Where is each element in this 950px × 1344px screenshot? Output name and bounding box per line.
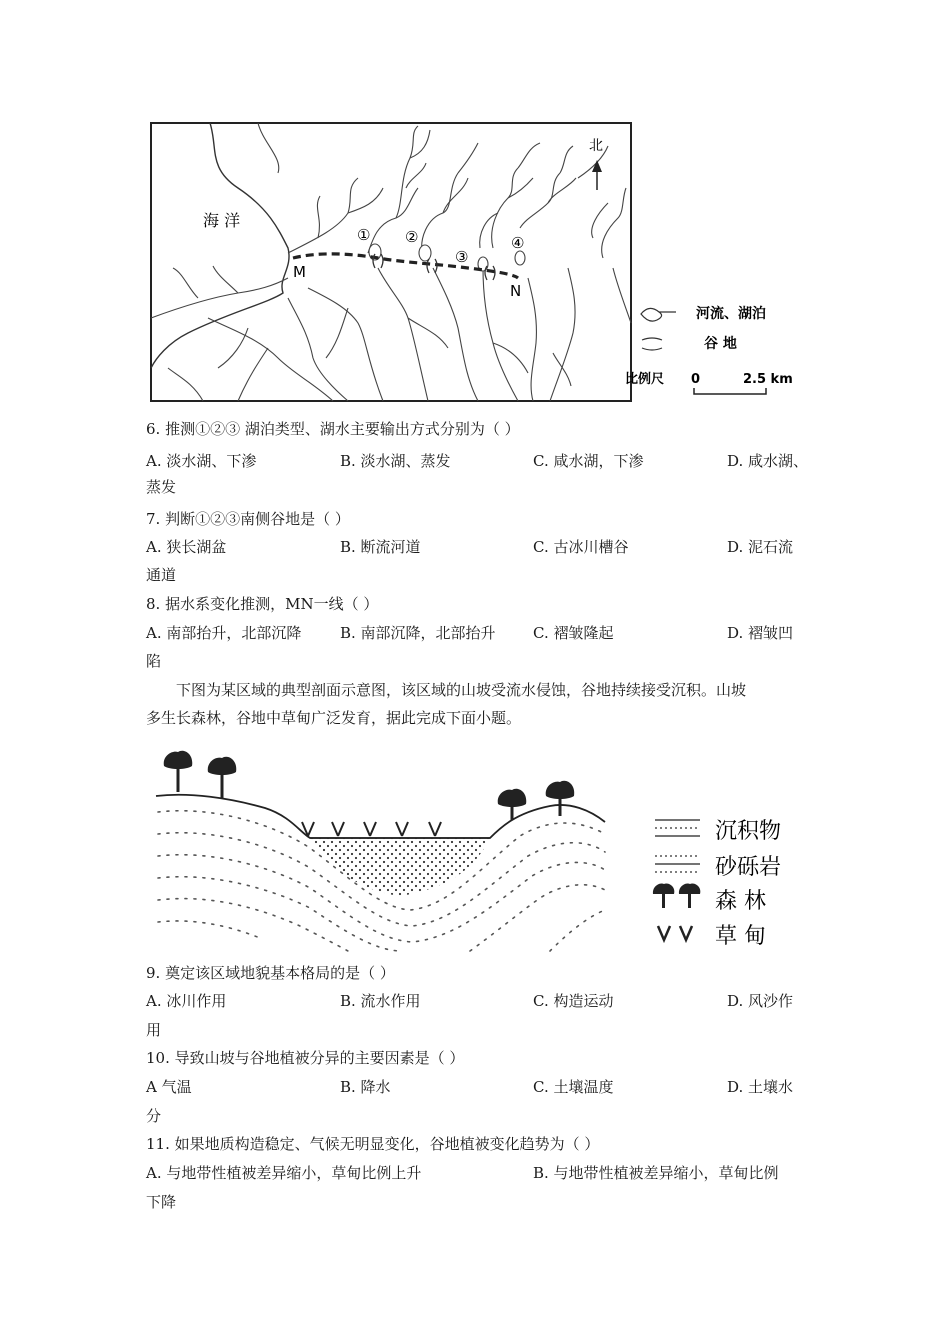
q9-option-d-wrap: 用	[146, 1021, 162, 1039]
q9-option-c[interactable]: C. 构造运动	[533, 992, 614, 1010]
legend-meadow-icon	[658, 926, 692, 940]
q11-option-b[interactable]: B. 与地带性植被差异缩小，草甸比例	[533, 1164, 779, 1182]
q6-stem: 6. 推测①②③ 湖泊类型、湖水主要输出方式分别为（ ）	[146, 420, 520, 438]
forest-trees	[164, 751, 575, 820]
q8-option-a[interactable]: A. 南部抬升，北部沉降	[146, 624, 302, 642]
legend-forest-icon	[653, 883, 700, 908]
point-n-label: N	[510, 282, 522, 300]
lake-2-outline	[419, 245, 431, 261]
q7-option-c[interactable]: C. 古冰川槽谷	[533, 538, 629, 556]
legend-river-label: 河流、湖泊	[696, 306, 766, 322]
q7-option-b[interactable]: B. 断流河道	[340, 538, 421, 556]
q8-stem: 8. 据水系变化推测，MN一线（ ）	[146, 595, 379, 613]
meadow-grass	[302, 822, 441, 836]
scale-label: 比例尺	[625, 372, 665, 387]
q11-option-b-wrap: 下降	[146, 1193, 177, 1211]
north-label: 北	[589, 138, 603, 154]
intro-line-2: 多生长森林，谷地中草甸广泛发育，据此完成下面小题。	[146, 709, 522, 727]
q8-option-b[interactable]: B. 南部沉降，北部抬升	[340, 624, 496, 642]
q6-option-b[interactable]: B. 淡水湖、蒸发	[340, 452, 451, 470]
q6-option-d-wrap: 蒸发	[146, 478, 177, 496]
scale-value: 2.5 km	[743, 372, 793, 387]
point-m-label: M	[293, 263, 306, 281]
q7-option-d-wrap: 通道	[146, 566, 177, 584]
q10-option-d-wrap: 分	[146, 1107, 162, 1125]
q10-option-d[interactable]: D. 土壤水	[727, 1078, 794, 1096]
lake-2-label: ②	[405, 228, 419, 246]
q8-option-d-wrap: 陷	[146, 652, 162, 670]
q9-stem: 9. 奠定该区域地貌基本格局的是（ ）	[146, 964, 395, 982]
valley-legend-icon	[642, 338, 662, 350]
lake-4-outline	[515, 251, 525, 265]
river-lake-legend-icon	[641, 308, 676, 321]
q10-stem: 10. 导致山坡与谷地植被分异的主要因素是（ ）	[146, 1049, 465, 1067]
legend-valley-label: 谷 地	[704, 336, 737, 352]
q7-option-d[interactable]: D. 泥石流	[727, 538, 794, 556]
map-frame	[151, 123, 631, 401]
q9-option-a[interactable]: A. 冰川作用	[146, 992, 227, 1010]
q6-option-c[interactable]: C. 咸水湖，下渗	[533, 452, 644, 470]
q11-stem: 11. 如果地质构造稳定、气候无明显变化，谷地植被变化趋势为（ ）	[146, 1135, 600, 1153]
q6-option-d[interactable]: D. 咸水湖、	[727, 452, 809, 470]
legend-forest-label: 森 林	[715, 889, 766, 914]
profile-legend	[653, 819, 781, 949]
river-map-figure	[148, 118, 818, 406]
q10-option-c[interactable]: C. 土壤温度	[533, 1078, 614, 1096]
scale-zero: 0	[691, 372, 701, 387]
q9-option-d[interactable]: D. 风沙作	[727, 992, 794, 1010]
q7-stem: 7. 判断①②③南侧谷地是（ ）	[146, 510, 350, 528]
q6-option-a[interactable]: A. 淡水湖、下渗	[146, 452, 257, 470]
legend-meadow-label: 草 甸	[715, 924, 766, 949]
legend-sediment-icon	[655, 820, 700, 836]
q10-option-b[interactable]: B. 降水	[340, 1078, 391, 1096]
lake-4-label: ④	[511, 234, 525, 252]
profile-section-figure	[150, 748, 810, 953]
lake-3-label: ③	[455, 248, 469, 266]
legend-sediment-label: 沉积物	[715, 819, 782, 844]
scale-bar	[694, 388, 766, 394]
lake-1-label: ①	[357, 226, 371, 244]
intro-line-1: 下图为某区域的典型剖面示意图，该区域的山坡受流水侵蚀，谷地持续接受沉积。山坡	[176, 681, 747, 699]
q10-option-a[interactable]: A 气温	[146, 1078, 192, 1096]
q8-option-c[interactable]: C. 褶皱隆起	[533, 624, 614, 642]
map-legend	[625, 305, 793, 394]
q11-option-a[interactable]: A. 与地带性植被差异缩小，草甸比例上升	[146, 1164, 422, 1182]
legend-rock-icon	[655, 856, 700, 872]
q7-option-a[interactable]: A. 狭长湖盆	[146, 538, 227, 556]
q9-option-b[interactable]: B. 流水作用	[340, 992, 421, 1010]
sea-label: 海 洋	[203, 211, 241, 230]
legend-rock-label: 砂砾岩	[715, 855, 782, 880]
terrain-surface	[156, 795, 605, 838]
q8-option-d[interactable]: D. 褶皱凹	[727, 624, 794, 642]
